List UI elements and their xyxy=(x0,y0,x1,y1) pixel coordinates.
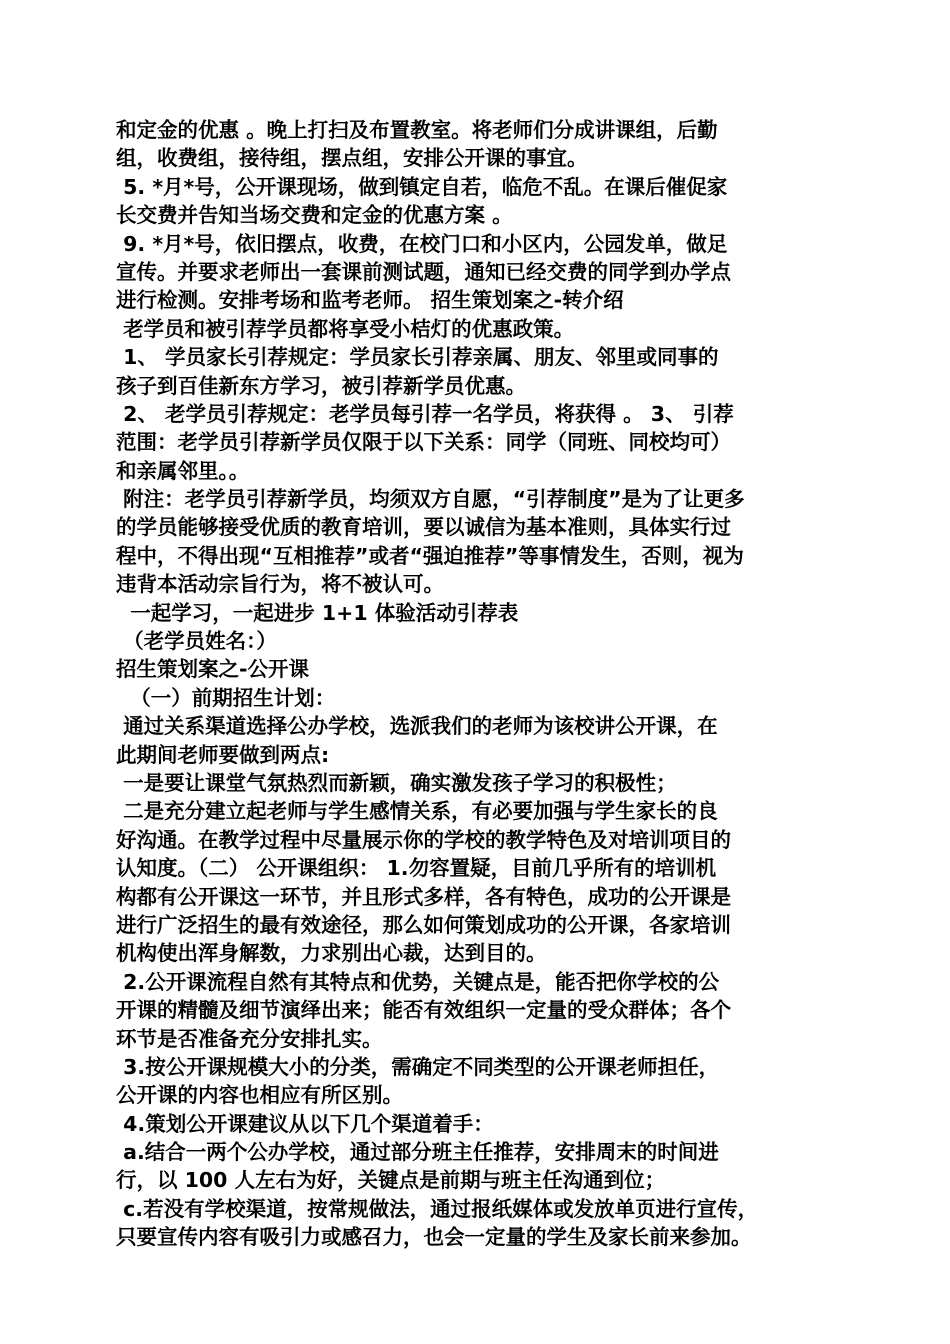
text-line: 环节是否准备充分安排扎实。 xyxy=(116,1026,383,1051)
text-line: 5. *月*号，公开课现场，做到镇定自若，临危不乱。在课后催促家 xyxy=(116,174,728,199)
text-line: 机构使出浑身解数，力求别出心裁，达到目的。 xyxy=(116,941,547,966)
text-line: 一起学习，一起进步 1+1 体验活动引荐表 xyxy=(116,600,519,625)
text-line: 只要宣传内容有吸引力或感召力，也会一定量的学生及家长前来参加。 xyxy=(116,1225,752,1250)
text-line: 违背本活动宗旨行为，将不被认可。 xyxy=(116,572,444,597)
text-line: 程中，不得出现“互相推荐”或者“强迫推荐”等事情发生，否则，视为 xyxy=(116,543,744,568)
text-line: 此期间老师要做到两点: xyxy=(116,742,330,767)
text-line: 2、 老学员引荐规定：老学员每引荐一名学员，将获得 。 3、 引荐 xyxy=(116,401,734,426)
text-line: （老学员姓名：） xyxy=(116,629,277,654)
text-line: 和定金的优惠 。晚上打扫及布置教室。将老师们分成讲课组，后勤 xyxy=(116,118,718,142)
text-line: （一）前期招生计划： xyxy=(116,685,336,710)
text-line: 一是要让课堂气氛热烈而新颖，确实激发孩子学习的积极性； xyxy=(116,770,677,795)
section-heading: 招生策划案之-公开课 xyxy=(116,657,310,682)
text-line: c.若没有学校渠道，按常规做法，通过报纸媒体或发放单页进行宣传， xyxy=(116,1196,759,1221)
text-line: 行，以 100 人左右为好，关键点是前期与班主任沟通到位； xyxy=(116,1168,666,1193)
text-line: a.结合一两个公办学校，通过部分班主任推荐，安排周末的时间进 xyxy=(116,1140,719,1165)
text-line: 宣传。并要求老师出一套课前测试题，通知已经交费的同学到办学点 xyxy=(116,259,731,284)
text-line: 9. *月*号，依旧摆点，收费，在校门口和小区内，公园发单，做足 xyxy=(116,231,728,256)
text-line: 通过关系渠道选择公办学校，选派我们的老师为该校讲公开课，在 xyxy=(116,714,718,739)
text-line: 构都有公开课这一环节，并且形式多样，各有特色，成功的公开课是 xyxy=(116,884,731,909)
text-line: 组，收费组，接待组，摆点组，安排公开课的事宜。 xyxy=(116,146,588,171)
text-line: 长交费并告知当场交费和定金的优惠方案 。 xyxy=(116,203,513,228)
text-line: 1、 学员家长引荐规定：学员家长引荐亲属、朋友、邻里或同事的 xyxy=(116,345,719,370)
text-line: 老学员和被引荐学员都将享受小桔灯的优惠政策。 xyxy=(116,316,575,341)
text-line: 4.策划公开课建议从以下几个渠道着手： xyxy=(116,1111,494,1136)
text-line: 的学员能够接受优质的教育培训，要以诚信为基本准则，具体实行过 xyxy=(116,515,731,540)
text-line: 二是充分建立起老师与学生感情关系，有必要加强与学生家长的良 xyxy=(116,799,718,824)
document-body xyxy=(116,116,846,1252)
text-line: 2.公开课流程自然有其特点和优势，关键点是，能否把你学校的公 xyxy=(116,969,720,994)
text-line: 公开课的内容也相应有所区别。 xyxy=(116,1083,403,1108)
text-line: 和亲属邻里。。 xyxy=(116,458,250,483)
text-line: 进行广泛招生的最有效途径，那么如何策划成功的公开课，各家培训 xyxy=(116,912,731,937)
text-line: 进行检测。安排考场和监考老师。 招生策划案之-转介绍 xyxy=(116,288,624,313)
text-line: 好沟通。在教学过程中尽量展示你的学校的教学特色及对培训项目的 xyxy=(116,827,731,852)
text-line: 开课的精髓及细节演绎出来；能否有效组织一定量的受众群体；各个 xyxy=(116,998,731,1023)
text-line: 孩子到百佳新东方学习，被引荐新学员优惠。 xyxy=(116,373,526,398)
text-line: 附注：老学员引荐新学员，均须双方自愿，“引荐制度”是为了让更多 xyxy=(116,487,745,512)
text-line: 3.按公开课规模大小的分类，需确定不同类型的公开课老师担任， xyxy=(116,1054,720,1079)
text-line: 认知度。（二） 公开课组织： 1.勿容置疑，目前几乎所有的培训机 xyxy=(116,856,717,881)
text-line: 范围：老学员引荐新学员仅限于以下关系：同学（同班、同校均可） xyxy=(116,430,731,455)
